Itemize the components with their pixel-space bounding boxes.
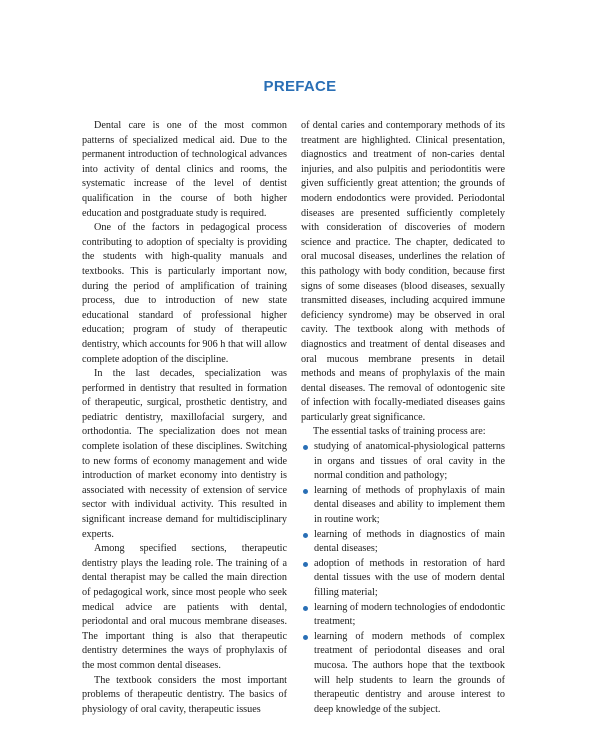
list-item (301, 557, 505, 601)
list-item (301, 440, 505, 484)
left-column (82, 119, 287, 717)
paragraph: The textbook considers the most important problems of therapeutic dentistry. The basics of physiology of oral cavity, therapeutic issues (82, 674, 287, 715)
tasks-list (301, 440, 505, 717)
bullet-icon (303, 445, 308, 450)
tasks-intro: The essential tasks of training process are: (313, 426, 486, 438)
paragraph: In the last decades, specialization was performed in dentistry that resulted in formation of therapeutic, surgical, prosthetic dentistry, and pediatric dentistry, maxillofacial surgery, and orthodontia. The specialization does not mean complete isolation of these disciplines. Switching to new forms of economy management and wide introduction of market economy into dentistry is associated with necessity of extension of service sector with individual activity. This resulted in significant increase demand for multidisciplinary experts. (82, 368, 287, 540)
bullet-icon (303, 606, 308, 611)
list-item-text: learning of methods of prophylaxis of main dental diseases and ability to implement them in routine work; (314, 484, 505, 526)
paragraph: Among specified sections, therapeutic dentistry plays the leading role. The training of a dental therapist may be called the main direction of pedagogical work, since most people who seek medical advice are patients with dental, periodontal and oral mucous membrane diseases. The important thing is also that therapeutic dentistry determines the ways of prophylaxis of the most common dental diseases. (82, 543, 287, 671)
bullet-icon (303, 562, 308, 567)
paragraph: One of the factors in pedagogical process contributing to adoption of specialty is providing the students with high-quality manuals and textbooks. This is particularly important now, during the period of amplification of training process, due to introduction of new state educational standard of professional higher education; program of study of therapeutic dentistry, which accounts for 906 h that will allow complete adoption of the discipline. (82, 222, 287, 365)
list-item (301, 630, 505, 718)
list-item (301, 528, 505, 557)
page-title: PREFACE (263, 78, 337, 95)
paragraph: Dental care is one of the most common patterns of specialized medical aid. Due to the permanent introduction of technological advances into activity of dental clinics and rooms, the systematic increase of the level of dentist qualification in the course of both higher education and postgraduate study is required. (82, 120, 287, 219)
list-item-text: learning of modern technologies of endodontic treatment; (314, 601, 505, 628)
list-item (301, 601, 505, 630)
bullet-icon (303, 635, 308, 640)
bullet-icon (303, 533, 308, 538)
paragraph-continuation: of dental caries and contemporary methods of its treatment are highlighted. Clinical presentation, diagnostics and treatment of non-caries dental injuries, and also pulpitis and periodontitis were given sufficiently great attention; the grounds of modern endodontics were provided. Periodontal diseases are presented sufficiently completely with consideration of discoveries of modern science and practice. The chapter, dedicated to oral mucosal diseases, underlines the relation of this pathology with body condition, because first signs of some diseases (blood diseases, sexually transmitted diseases, including acquired immune deficiency syndrome) may be observed in oral cavity. The textbook along with methods of diagnostics and treatment of dental diseases and oral mucous membrane presents in detail methods and means of prophylaxis of the main dental diseases. The removal of odontogenic site of infection with focally-mediated diseases gains particularly great significance. (301, 120, 505, 423)
list-item (301, 484, 505, 528)
right-column (301, 119, 505, 717)
bullet-icon (303, 489, 308, 494)
list-item-text: learning of methods in diagnostics of main dental diseases; (314, 528, 505, 555)
list-item-text: learning of modern methods of complex treatment of periodontal diseases and oral mucosa. The authors hope that the textbook will help students to learn the grounds of therapeutic dentistry and arouse interest to deep knowledge of the subject. (314, 630, 505, 715)
list-item-text: studying of anatomical-physiological patterns in organs and tissues of oral cavity in the normal condition and pathology; (314, 441, 505, 482)
list-item-text: adoption of methods in restoration of hard dental tissues with the use of modern dental filling material; (314, 557, 505, 598)
